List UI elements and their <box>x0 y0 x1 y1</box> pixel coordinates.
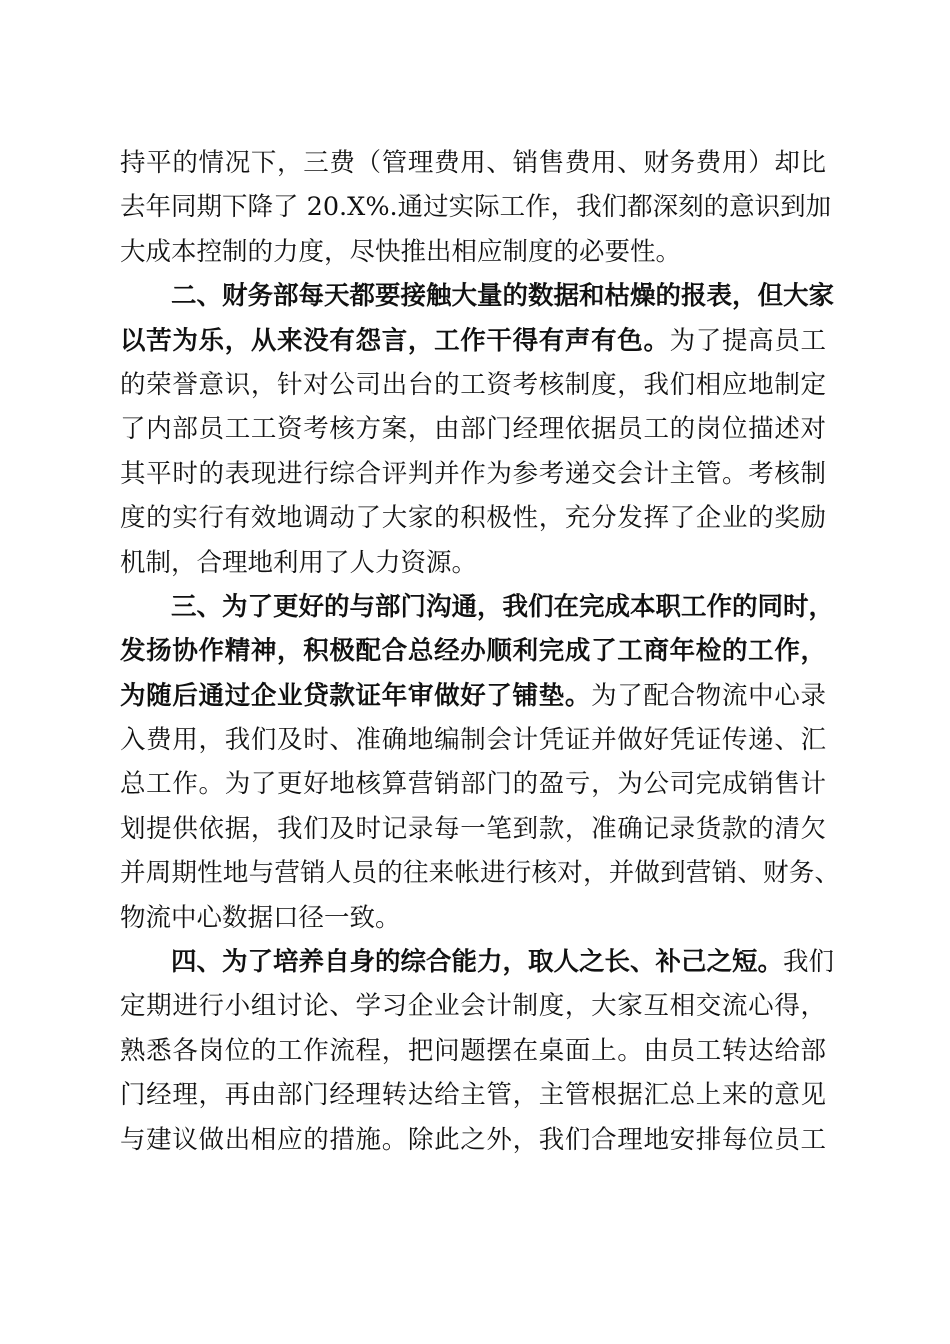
section-heading-3 <box>120 585 835 629</box>
paragraph-line <box>120 496 826 540</box>
section-heading-2 <box>120 274 835 318</box>
paragraph-line <box>120 674 826 718</box>
paragraph-line <box>120 851 840 895</box>
line-text: 与建议做出相应的措施。除此之外，我们合理地安排每位员工 <box>120 1124 826 1155</box>
line-text: 去年同期下降了 20.X%.通过实际工作，我们都深刻的意识到加 <box>120 192 832 223</box>
paragraph-line <box>120 1118 826 1162</box>
paragraph-line <box>120 541 826 585</box>
bold-text: 发扬协作精神，积极配合总经办顺利完成了工商年检的工作， <box>120 636 826 667</box>
line-text: 并周期性地与营销人员的往来帐进行核对，并做到营销、财务、 <box>120 858 840 889</box>
line-text: 定期进行小组讨论、学习企业会计制度，大家互相交流心得， <box>120 991 826 1022</box>
paragraph-line <box>120 185 832 229</box>
bold-text: 为随后通过企业贷款证年审做好了铺垫。 <box>120 680 592 711</box>
line-text: 入费用，我们及时、准确地编制会计凭证并做好凭证传递、汇 <box>120 725 826 756</box>
line-text: 大成本控制的力度，尽快推出相应制度的必要性。 <box>120 236 682 267</box>
line-text: 我们 <box>783 947 835 978</box>
line-text: 划提供依据，我们及时记录每一笔到款，准确记录货款的清欠 <box>120 813 826 844</box>
bold-text: 四、为了培养自身的综合能力，取人之长、补己之短。 <box>171 947 784 978</box>
line-text: 为了配合物流中心录 <box>591 680 826 711</box>
paragraph-line <box>120 762 826 806</box>
line-text: 熟悉各岗位的工作流程，把问题摆在桌面上。由员工转达给部 <box>120 1035 826 1066</box>
line-text: 了内部员工工资考核方案，由部门经理依据员工的岗位描述对 <box>120 414 826 445</box>
paragraph-line <box>120 230 826 274</box>
line-text: 物流中心数据口径一致。 <box>120 902 401 933</box>
paragraph-line <box>120 319 826 363</box>
section-heading-4 <box>120 940 835 984</box>
line-text: 机制，合理地利用了人力资源。 <box>120 547 478 578</box>
paragraph-line <box>120 984 826 1028</box>
line-text: 门经理，再由部门经理转达给主管，主管根据汇总上来的意见 <box>120 1080 826 1111</box>
paragraph-line <box>120 807 826 851</box>
paragraph-line <box>120 1029 826 1073</box>
line-text: 的荣誉意识，针对公司出台的工资考核制度，我们相应地制定 <box>120 369 826 400</box>
line-text: 度的实行有效地调动了大家的积极性，充分发挥了企业的奖励 <box>120 503 826 534</box>
bold-text: 二、财务部每天都要接触大量的数据和枯燥的报表，但大家 <box>171 281 835 312</box>
line-text: 总工作。为了更好地核算营销部门的盈亏，为公司完成销售计 <box>120 769 826 800</box>
bold-text: 三、为了更好的与部门沟通，我们在完成本职工作的同时， <box>171 591 835 622</box>
paragraph-line <box>120 452 826 496</box>
line-text: 持平的情况下，三费（管理费用、销售费用、财务费用）却比 <box>120 148 826 178</box>
line-text: 为了提高员工 <box>669 325 826 356</box>
paragraph-line <box>120 407 826 451</box>
paragraph-line <box>120 141 826 185</box>
bold-text: 以苦为乐，从来没有怨言，工作干得有声有色。 <box>120 325 670 356</box>
line-text: 其平时的表现进行综合评判并作为参考递交会计主管。考核制 <box>120 458 826 489</box>
paragraph-line <box>120 718 826 762</box>
paragraph-line <box>120 896 826 940</box>
document-page <box>120 141 840 1162</box>
paragraph-line <box>120 1073 826 1117</box>
paragraph-line <box>120 363 826 407</box>
paragraph-line <box>120 629 826 673</box>
